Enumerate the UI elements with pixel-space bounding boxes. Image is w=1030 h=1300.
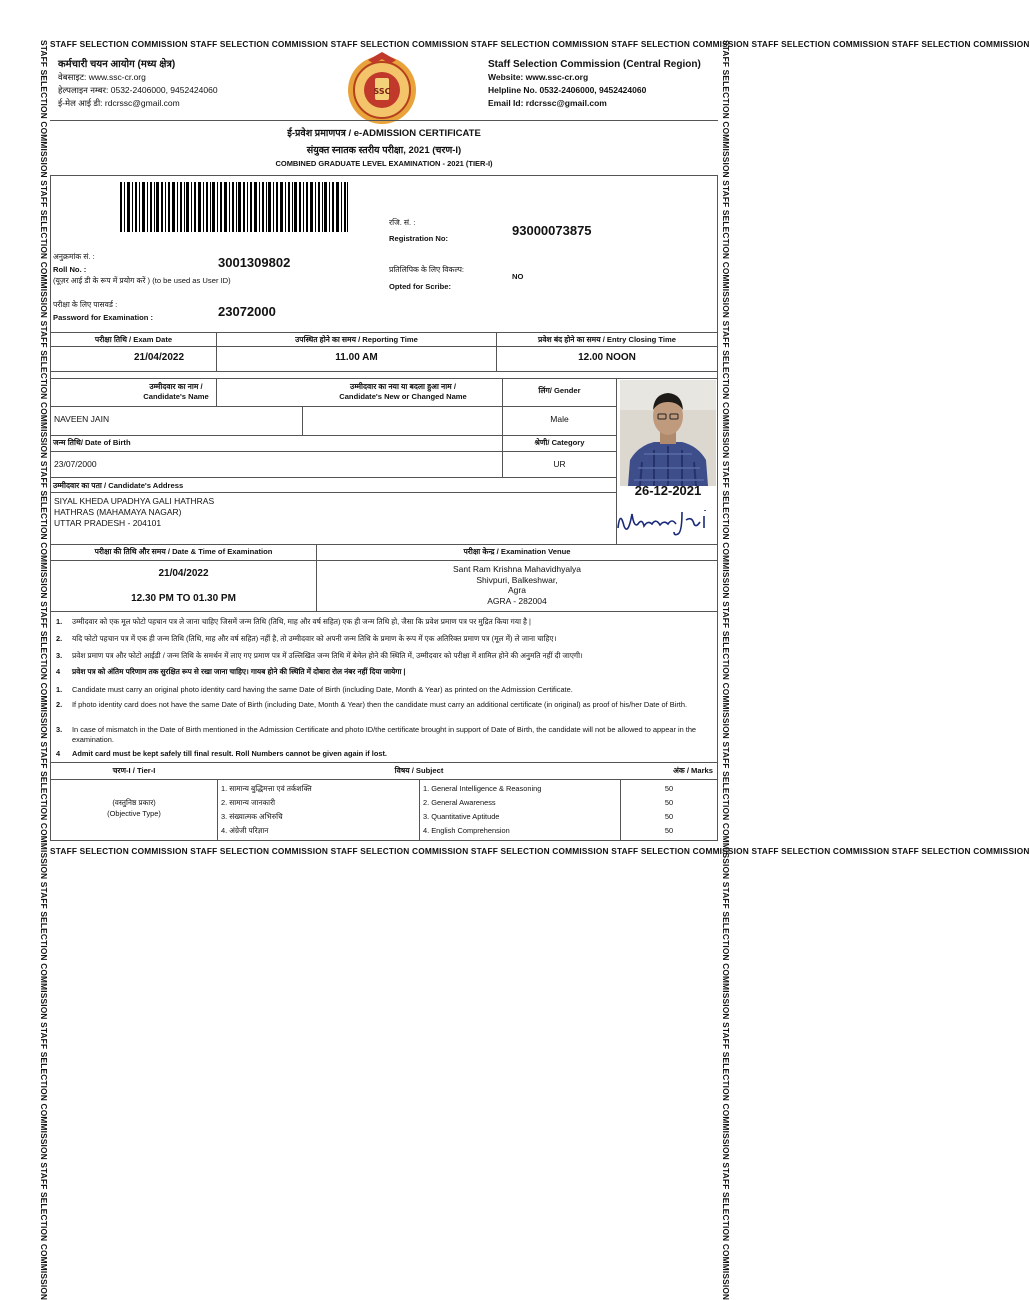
password-value: 23072000 <box>218 304 276 319</box>
header-hindi <box>58 58 218 110</box>
venue-line-1: Sant Ram Krishna Mahavidhyalya <box>452 564 582 574</box>
venue-address <box>317 564 717 606</box>
category-value: UR <box>553 459 566 469</box>
reporting-time-header: उपस्थित होने का समय / Reporting Time <box>295 335 418 344</box>
marks-list <box>621 782 717 838</box>
subject-marks: 50 <box>664 784 674 793</box>
instruction-text: Admit card must be kept safely till final result. Roll Numbers cannot be given again if lost. <box>72 749 387 758</box>
new-name-header-english: Candidate's New or Changed Name <box>339 392 467 401</box>
exam-date: 21/04/2022 <box>158 568 209 579</box>
instruction-number: 2. <box>56 700 63 709</box>
address-line-1: SIYAL KHEDA UPADHYA GALI HATHRAS <box>54 496 215 506</box>
certificate-title: ई-प्रवेश प्रमाणपत्र / e-ADMISSION CERTIFICATE <box>287 128 481 139</box>
exam-date-header: परीक्षा तिथि / Exam Date <box>94 335 173 344</box>
subject-english: 1. General Intelligence & Reasoning <box>423 784 542 793</box>
roll-number: 3001309802 <box>218 255 291 270</box>
header-english <box>488 58 701 110</box>
exam-datetime-header: परीक्षा की तिथि और समय / Date & Time of Examination <box>94 547 273 556</box>
venue-line-3: Agra <box>508 585 526 595</box>
instruction-number: 1. <box>56 617 63 626</box>
photo-date: 26-12-2021 <box>634 483 702 498</box>
name-header-english: Candidate's Name <box>143 392 209 401</box>
tier-header: चरण-I / Tier-I <box>112 766 156 775</box>
instruction-text: उम्मीदवार को एक मूल फोटो पहचान पत्र ले जाना चाहिए जिसमें जन्म तिथि (तिथि, माह और वर्ष सहित) एक ही जन्म तिथि हो, जैसा कि प्रवेश प्रमाण पत्र पर मुद्रित किया गया है | <box>72 617 531 626</box>
password-label-hindi: परीक्षा के लिए पासवर्ड : <box>53 300 118 309</box>
exam-title: COMBINED GRADUATE LEVEL EXAMINATION - 2021 (TIER-I) <box>275 159 493 168</box>
name-header-hindi: उम्मीदवार का नाम / <box>149 382 203 391</box>
candidate-name: NAVEEN JAIN <box>54 414 110 424</box>
instruction-text: प्रवेश प्रमाण पत्र और फोटो आईडी / जन्म तिथि के समर्थन में लाए गए प्रमाण पत्र में उल्लिखित जन्म तिथि में बेमेल होने की स्थिति में, उम्मीदवार को परीक्षा में शामिल होने की अनुमति नहीं दी जाएगी। <box>72 651 583 660</box>
border-top-text: STAFF SELECTION COMMISSION STAFF SELECTION COMMISSION STAFF SELECTION COMMISSION STAFF SELECTION COMMISSION STAFF SELECTION COMMISSION STAFF SELECTION COMMISSION STAFF SELECTION COMMISSION <box>50 39 1030 49</box>
new-name-header-hindi: उम्मीदवार का नया या बदला हुआ नाम / <box>350 382 456 391</box>
subject-header: विषय / Subject <box>394 766 444 775</box>
reg-label: Registration No: <box>389 234 449 243</box>
hindi-org-name: कर्मचारी चयन आयोग (मध्य क्षेत्र) <box>58 59 176 70</box>
hindi-email: ई-मेल आई डी: rdcrssc@gmail.com <box>58 98 180 108</box>
subject-hindi: 1. सामान्य बुद्धिमत्ता एवं तर्कशक्ति <box>221 784 312 793</box>
category-header: श्रेणी/ Category <box>534 438 585 447</box>
instruction-text: प्रवेश पत्र को अंतिम परिणाम तक सुरक्षित रूप से रखा जाना चाहिए। गायब होने की स्थिति में दोबारा रोल नंबर नहीं दिया जायेगा | <box>72 667 406 676</box>
name-header <box>51 382 301 401</box>
subject-english: 2. General Awareness <box>423 798 496 807</box>
helpline: Helpline No. 0532-2406000, 9452424060 <box>488 85 647 95</box>
address-line-3: UTTAR PRADESH - 204101 <box>54 518 162 528</box>
new-name-header <box>303 382 503 401</box>
objective-type-hindi: (वस्तुनिष्ठ प्रकार) <box>112 798 156 807</box>
exam-date-value: 21/04/2022 <box>133 352 185 363</box>
instruction-text: In case of mismatch in the Date of Birth mentioned in the Admission Certificate and photo ID/the certificate brought in support of Date of Birth, the candidate will not be allowed to appear in the examination. <box>72 725 697 744</box>
instruction-number: 4 <box>56 667 61 676</box>
instruction-text: If photo identity card does not have the same Date of Birth (including Date, Month & Year) then the candidate must carry an additional certificate (in original) as proof of his/her Date of Birth. <box>72 700 687 709</box>
venue-line-2: Shivpuri, Balkeshwar, <box>476 574 558 585</box>
dob-header: जन्म तिथि/ Date of Birth <box>53 438 131 447</box>
subject-hindi: 2. सामान्य जानकारी <box>221 798 276 807</box>
objective-type-english: (Objective Type) <box>107 809 161 818</box>
hindi-helpline: हेल्पलाइन नम्बर: 0532-2406000, 9452424060 <box>58 85 218 95</box>
reporting-time-value: 11.00 AM <box>335 352 378 363</box>
instruction-number: 1. <box>56 685 63 694</box>
roll-label-hindi: अनुक्रमांक सं. : <box>53 252 95 261</box>
exam-time: 12.30 PM TO 01.30 PM <box>131 593 236 604</box>
instruction-number: 4 <box>56 749 61 758</box>
roll-note: (यूज़र आई डी के रूप में प्रयोग करें ) (to be used as User ID) <box>53 276 231 285</box>
logo-text: SSC <box>373 87 391 96</box>
subjects-english-list <box>423 782 541 838</box>
email: Email Id: rdcrssc@gmail.com <box>488 98 607 108</box>
entry-closing-value: 12.00 NOON <box>578 352 636 363</box>
scribe-label: Opted for Scribe: <box>389 282 452 291</box>
marks-header: अंक / Marks <box>673 766 713 775</box>
entry-closing-header: प्रवेश बंद होने का समय / Entry Closing Time <box>538 335 676 344</box>
registration-number: 93000073875 <box>512 223 592 238</box>
hindi-website: वेबसाइट: www.ssc-cr.org <box>58 72 146 82</box>
subject-hindi: 4. अंग्रेजी परिज्ञान <box>221 826 269 835</box>
instruction-number: 2. <box>56 634 63 643</box>
scribe-label-hindi: प्रतिलिपिक के लिए विकल्प: <box>389 265 465 274</box>
border-bottom-text: STAFF SELECTION COMMISSION STAFF SELECTION COMMISSION STAFF SELECTION COMMISSION STAFF SELECTION COMMISSION STAFF SELECTION COMMISSION STAFF SELECTION COMMISSION STAFF SELECTION COMMISSION <box>50 846 1030 856</box>
org-name: Staff Selection Commission (Central Region) <box>488 59 701 70</box>
password-label: Password for Examination : <box>53 313 154 322</box>
dob-value: 23/07/2000 <box>54 459 97 469</box>
address-value <box>54 496 214 529</box>
subject-english: 3. Quantitative Aptitude <box>423 812 500 821</box>
candidate-photo <box>620 380 716 486</box>
address-header: उम्मीदवार का पता / Candidate's Address <box>53 481 184 490</box>
ssc-emblem-logo <box>344 50 420 126</box>
scribe-value: NO <box>512 272 524 281</box>
subject-english: 4. English Comprehension <box>423 826 510 835</box>
venue-header: परीक्षा केन्द्र / Examination Venue <box>463 547 571 556</box>
gender-value: Male <box>550 414 569 424</box>
instruction-text: Candidate must carry an original photo identity card having the same Date of Birth (including Date, Month & Year) as printed on the Admission Certificate. <box>72 685 573 694</box>
instruction-number: 3. <box>56 651 63 660</box>
reg-label-hindi: रजि. सं. : <box>389 218 416 227</box>
subject-hindi: 3. संख्यात्मक अभिरुचि <box>221 812 283 821</box>
subject-marks: 50 <box>664 798 674 807</box>
objective-type <box>51 797 217 819</box>
roll-label: Roll No. : <box>53 265 87 274</box>
address-line-2: HATHRAS (MAHAMAYA NAGAR) <box>54 507 182 517</box>
exam-title-hindi: संयुक्त स्नातक स्तरीय परीक्षा, 2021 (चरण-I) <box>306 145 462 156</box>
subject-marks: 50 <box>664 812 674 821</box>
barcode <box>120 182 348 232</box>
candidate-signature <box>608 498 716 542</box>
subjects-hindi-list <box>221 782 312 838</box>
venue-line-4: AGRA - 282004 <box>487 595 547 606</box>
instruction-number: 3. <box>56 725 63 734</box>
instruction-text: यदि फोटो पहचान पत्र में एक ही जन्म तिथि (तिथि, माह और वर्ष सहित) नहीं है, तो उम्मीदवार को अपनी जन्म तिथि के प्रमाण के रूप में एक अतिरिक्त प्रमाण पत्र (मूल में) ले जाना चाहिए। <box>72 634 557 643</box>
subject-marks: 50 <box>664 826 674 835</box>
website: Website: www.ssc-cr.org <box>488 72 589 82</box>
border-right-text: STAFF SELECTION COMMISSION STAFF SELECTION COMMISSION STAFF SELECTION COMMISSION STAFF SELECTION COMMISSION STAFF SELECTION COMMISSION STAFF SELECTION COMMISSION STAFF SELECTION COMMISSION STAFF SELECTION COMMISSION STAFF SELECTION COMMISSION <box>721 40 731 1300</box>
gender-header: लिंग/ Gender <box>538 386 581 395</box>
border-left-text: STAFF SELECTION COMMISSION STAFF SELECTION COMMISSION STAFF SELECTION COMMISSION STAFF SELECTION COMMISSION STAFF SELECTION COMMISSION STAFF SELECTION COMMISSION STAFF SELECTION COMMISSION STAFF SELECTION COMMISSION STAFF SELECTION COMMISSION <box>39 40 49 1300</box>
